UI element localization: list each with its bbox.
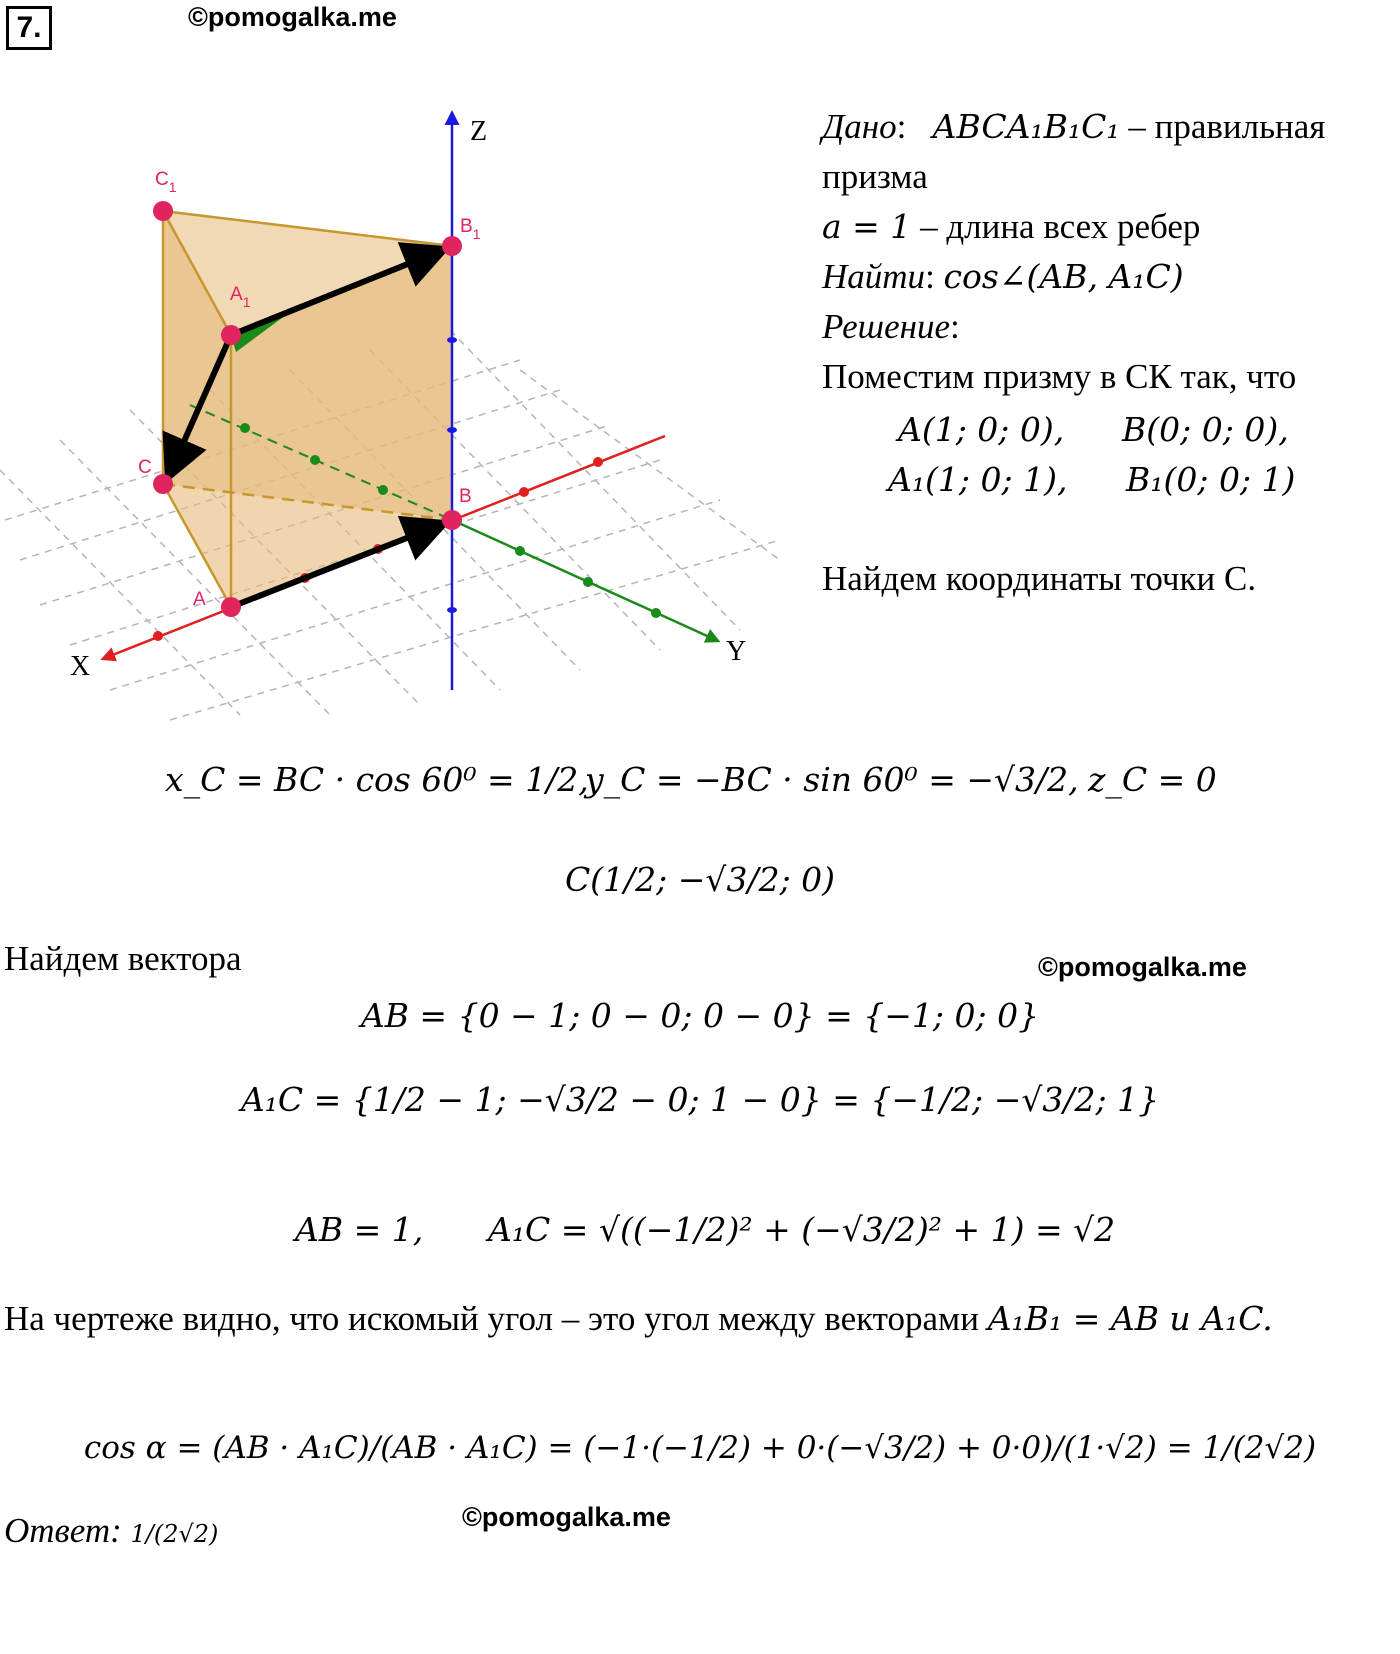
- solution-label: Решение:: [822, 307, 960, 346]
- cos-formula: cos α = (AB · A₁C)/(AB · A₁C) = (−1·(−1/2) + 0·(−√3/2) + 0·0)/(1·√2) = 1/(2√2): [83, 1430, 1317, 1466]
- zc-formula: z_C = 0: [1088, 760, 1217, 799]
- point-b1: [442, 236, 462, 256]
- given-line3: a = 1 – длина всех ребер: [822, 207, 1201, 246]
- label-a: A: [193, 589, 206, 610]
- label-a1: $A_1$: [230, 284, 251, 310]
- point-b-coords: B(0; 0; 0),: [1122, 410, 1289, 449]
- point-a-coords: A(1; 0; 0),: [898, 410, 1065, 449]
- given-line2: призма: [822, 157, 928, 196]
- label-z-axis: Z: [470, 116, 488, 147]
- label-b: B: [459, 486, 472, 507]
- point-a: [221, 597, 241, 617]
- point-c: [153, 474, 173, 494]
- angle-explanation: На чертеже видно, что искомый угол – это угол между векторами A₁B₁ = AB и A₁C.: [4, 1299, 1273, 1338]
- prism-figure: [0, 0, 800, 730]
- watermark-3: ©pomogalka.me: [462, 1502, 671, 1532]
- watermark: ©pomogalka.me: [188, 2, 397, 32]
- find-c-text: Найдем координаты точки C.: [822, 559, 1257, 598]
- point-a1-coords: A₁(1; 0; 1),: [888, 460, 1068, 499]
- length-a1c: A₁C = √((−1/2)² + (−√3/2)² + 1) = √2: [488, 1210, 1116, 1249]
- point-b: [442, 510, 462, 530]
- vectors-heading: Найдем вектора: [4, 939, 242, 978]
- label-y-axis: Y: [726, 636, 747, 667]
- given-line1: Дано: ABCA₁B₁C₁ – правильная: [822, 107, 1326, 146]
- point-b1-coords: B₁(0; 0; 1): [1126, 460, 1296, 499]
- find-line: Найти: cos∠(AB, A₁C): [822, 257, 1184, 296]
- vector-a1c-formula: A₁C = {1/2 − 1; −√3/2 − 0; 1 − 0} = {−1/2; −√3/2; 1}: [240, 1080, 1160, 1119]
- c-point: C(1/2; −√3/2; 0): [564, 860, 836, 899]
- point-a1: [221, 325, 241, 345]
- label-c: C: [138, 457, 152, 478]
- vector-ab-formula: AB = {0 − 1; 0 − 0; 0 − 0} = {−1; 0; 0}: [360, 996, 1040, 1035]
- problem-number: 7.: [6, 6, 52, 50]
- answer: Ответ: 1/(2√2): [4, 1511, 219, 1550]
- label-b1: $B_1$: [460, 216, 481, 242]
- placement-text: Поместим призму в СК так, что: [822, 357, 1297, 396]
- length-ab: AB = 1,: [295, 1210, 424, 1249]
- point-c1: [153, 201, 173, 221]
- xc-formula: x_C = BC · cos 60⁰ = 1/2,: [165, 760, 589, 799]
- yc-formula: y_C = −BC · sin 60⁰ = −√3/2,: [585, 760, 1079, 799]
- label-x-axis: X: [70, 651, 91, 682]
- watermark-2: ©pomogalka.me: [1038, 952, 1247, 982]
- label-c1: $C_1$: [155, 169, 177, 195]
